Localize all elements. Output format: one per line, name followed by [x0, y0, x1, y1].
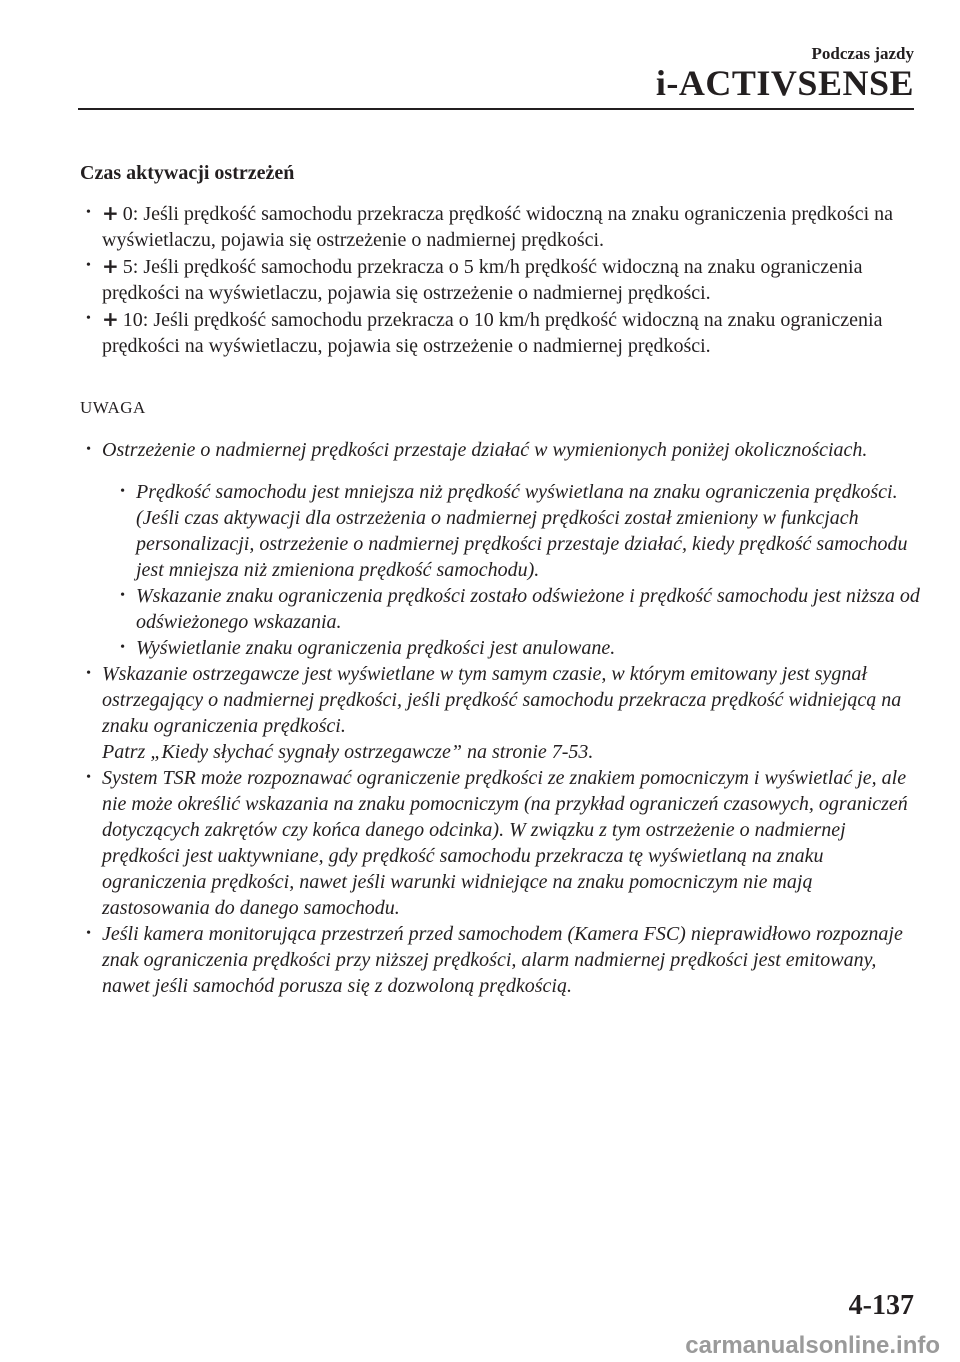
section-heading: Czas aktywacji ostrzeżeń: [80, 162, 295, 184]
bullet-icon: •: [86, 205, 91, 220]
bullet-icon: •: [86, 926, 91, 941]
list-item: [80, 253, 920, 306]
cross-reference: Patrz „Kiedy słychać sygnały ostrzegawcze” na stronie 7-53.: [102, 741, 594, 763]
bullet-icon: •: [86, 442, 91, 457]
list-item-text: System TSR może rozpoznawać ograniczenie prędkości ze znakiem pomocniczym i wyświetlać je, ale nie może określić wskazania na znaku pomocniczym (na przykład ograniczeń czasowych, ograniczeń dotyczących zakrętów czy końca danego odcinka). W związku z tym ostrzeżenie o nadmiernej prędkości jest uaktywniane, gdy prędkość samochodu przekracza tę wyświetlaną na znaku ograniczenia prędkości, nawet jeśli warunki widniejące na znaku pomocniczym nie mają zastosowania do danego samochodu.: [102, 767, 908, 919]
note-block: [80, 437, 920, 999]
list-item: [80, 765, 920, 921]
list-item: [80, 306, 920, 359]
note-list: [80, 437, 920, 999]
bullet-icon: •: [120, 640, 125, 655]
activation-list: [80, 200, 920, 359]
chapter-title: i-ACTIVSENSE: [655, 63, 914, 103]
note-sublist: [102, 479, 920, 661]
list-item: [80, 200, 920, 253]
bullet-icon: •: [86, 666, 91, 681]
page-number: 4-137: [848, 1290, 914, 1321]
note-title: UWAGA: [80, 398, 146, 417]
list-item-text: 0: Jeśli prędkość samochodu przekracza prędkość widoczną na znaku ograniczenia prędkości na wyświetlaczu, pojawia się ostrzeżenie o nadmiernej prędkości.: [102, 203, 893, 251]
bullet-icon: •: [120, 484, 125, 499]
list-item-text: 5: Jeśli prędkość samochodu przekracza o 5 km/h prędkość widoczną na znaku ograniczenia prędkości na wyświetlaczu, pojawia się ostrzeżenie o nadmiernej prędkości.: [102, 256, 863, 304]
bullet-icon: •: [86, 311, 91, 326]
plus-icon: +: [102, 307, 119, 331]
list-item-text: 10: Jeśli prędkość samochodu przekracza o 10 km/h prędkość widoczną na znaku ograniczenia prędkości na wyświetlaczu, pojawia się ostrzeżenie o nadmiernej prędkości.: [102, 309, 883, 357]
plus-icon: +: [102, 201, 119, 225]
list-item-text: Ostrzeżenie o nadmiernej prędkości przestaje działać w wymienionych poniżej okolicznościach.: [102, 439, 868, 461]
list-item: [80, 661, 920, 765]
plus-icon: +: [102, 254, 119, 278]
page-content: [80, 160, 920, 999]
list-item: [80, 437, 920, 661]
sublist-item-text: Wyświetlanie znaku ograniczenia prędkości jest anulowane.: [136, 637, 616, 659]
list-item-text: Jeśli kamera monitorująca przestrzeń przed samochodem (Kamera FSC) nieprawidłowo rozpoznaje znak ograniczenia prędkości przy niższej prędkości, alarm nadmiernej prędkości jest emitowany, nawet jeśli samochód porusza się z dozwoloną prędkością.: [102, 923, 903, 997]
list-item-text: Wskazanie ostrzegawcze jest wyświetlane w tym samym czasie, w którym emitowany jest sygnał ostrzegający o nadmiernej prędkości, jeśli prędkość samochodu przekracza prędkość widniejącą na znaku ograniczenia prędkości.: [102, 663, 902, 737]
section-title: Podczas jazdy: [811, 44, 914, 63]
bullet-icon: •: [86, 258, 91, 273]
watermark: carmanualsonline.info: [685, 1332, 940, 1359]
bullet-icon: •: [120, 588, 125, 603]
sublist-item: [102, 635, 920, 661]
header-divider: [78, 108, 914, 110]
sublist-item-text: Prędkość samochodu jest mniejsza niż prędkość wyświetlana na znaku ograniczenia prędkości. (Jeśli czas aktywacji dla ostrzeżenia o nadmiernej prędkości został zmieniony w funkcjach personalizacji, ostrzeżenie o nadmiernej prędkości przestaje działać, kiedy prędkość samochodu jest mniejsza niż zmieniona prędkość samochodu).: [136, 481, 908, 581]
list-item: [80, 921, 920, 999]
sublist-item: [102, 479, 920, 583]
sublist-item: [102, 583, 920, 635]
bullet-icon: •: [86, 770, 91, 785]
sublist-item-text: Wskazanie znaku ograniczenia prędkości zostało odświeżone i prędkość samochodu jest niższa od odświeżonego wskazania.: [136, 585, 920, 633]
